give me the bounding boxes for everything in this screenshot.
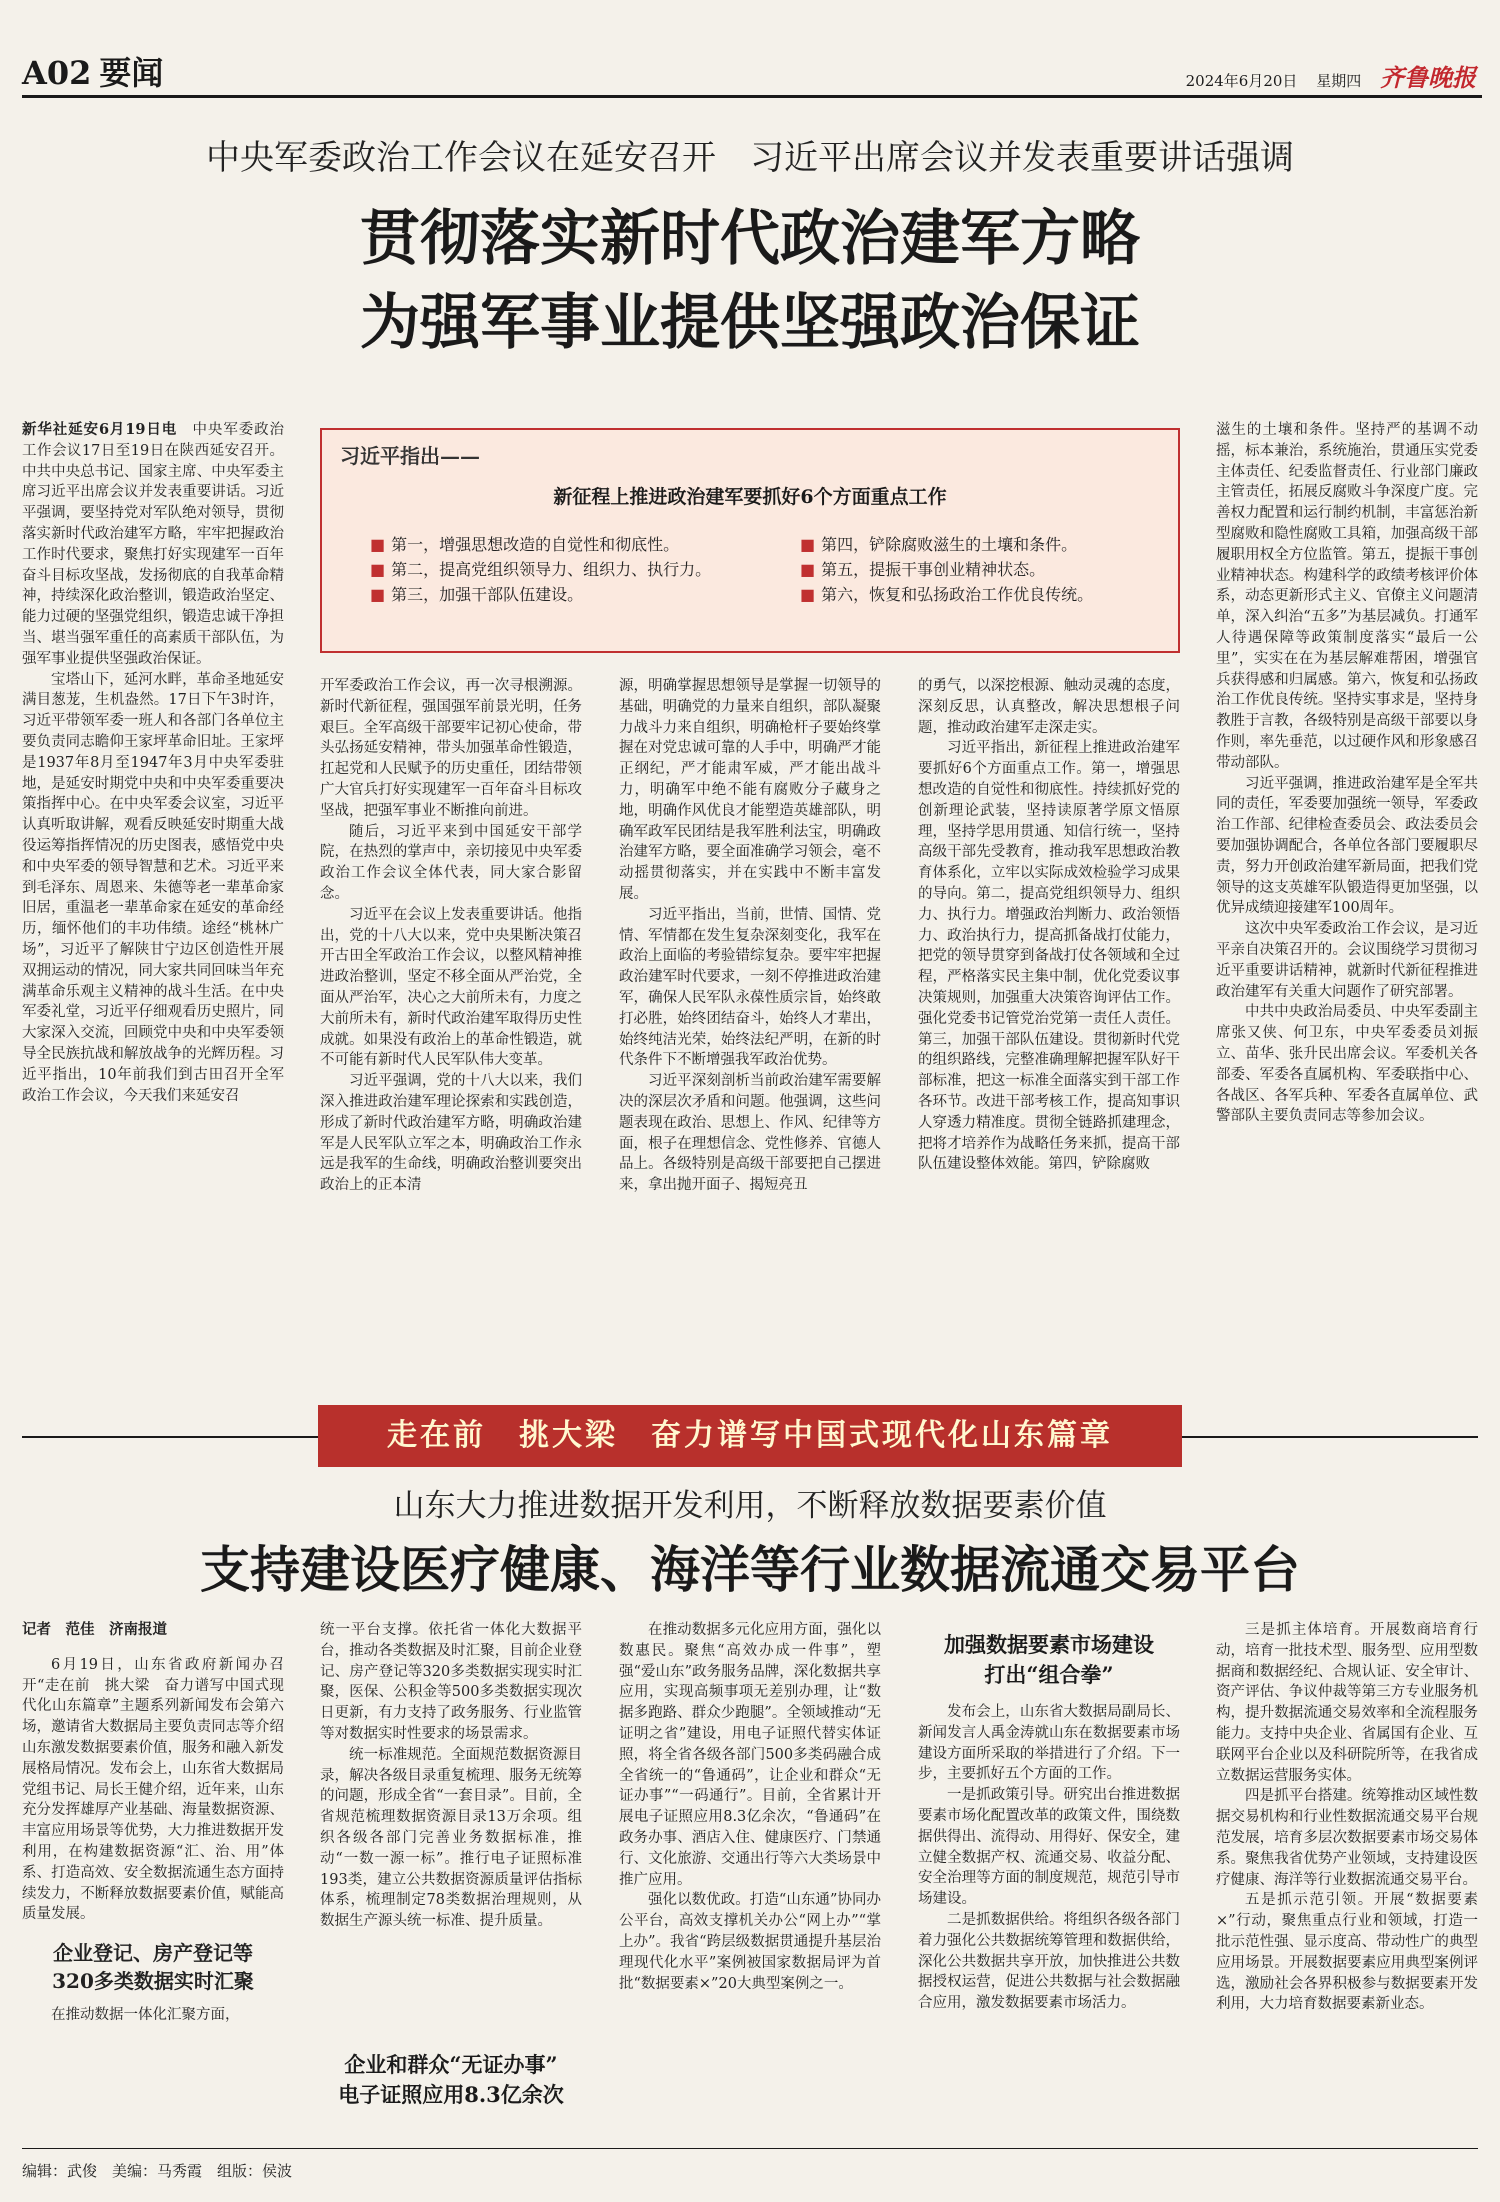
key-point: ■ 第五，提振干事创业精神状态。 — [800, 557, 1093, 582]
article-paragraph: 发布会上，山东省大数据局副局长、新闻发言人禹金涛就山东在数据要素市场建设方面所采取的举措进行了介绍。下一步，主要抓好五个方面的工作。 — [918, 1704, 1180, 1783]
article-paragraph: 习近平在会议上发表重要讲话。他指出，党的十八大以来，党中央果断决策召开古田全军政治工作会议，以整风精神推进政治整训，坚定不移全面从严治党，全面从严治军，决心之大前所未有，力度之大前所未有，新时代政治建军取得历史性成就。如果没有政治上的革命性锻造，就不可能有新时代人民军队伟大变革。 — [320, 906, 582, 1069]
story2-title: 支持建设医疗健康、海洋等行业数据流通交易平台 — [200, 1540, 1300, 1599]
story1-title-line1: 贯彻落实新时代政治建军方略 — [360, 204, 1140, 274]
article-paragraph: 习近平强调，推进政治建军是全军共同的责任，军委要加强统一领导，军委政治工作部、纪律检查委员会、政法委员会要加强协调配合，各单位各部门要履职尽责，努力开创政治建军新局面，把我们党领导的这支英雄军队锻造得更加坚强，以优异成绩迎接建军100周年。 — [1216, 775, 1478, 917]
article-paragraph: 在推动数据一体化汇聚方面， — [51, 2007, 240, 2024]
crosshead-line: 打出“组合拳” — [984, 1662, 1114, 1687]
article-paragraph: 中共中央政治局委员、中央军委副主席张又侠、何卫东，中央军委委员刘振立、苗华、张升民出席会议。军委机关各部委、军委各直属机构、军委联指中心、各战区、各军兵种、军委各直属单位、武警部队主要负责同志等参加会议。 — [1216, 1004, 1478, 1125]
story1-kicker: 中央军委政治工作会议在延安召开 习近平出席会议并发表重要讲话强调 — [206, 138, 1294, 178]
article-paragraph: 源，明确掌握思想领导是掌握一切领导的基础，明确党的力量来自组织，部队凝聚力战斗力来自组织，明确枪杆子要始终掌握在对党忠诚可靠的人手中，明确严才能正纲纪，严才能肃军威，严才能出战斗力，明确军中绝不能有腐败分子藏身之地，明确作风优良才能塑造英雄部队，明确军政军民团结是我军胜利法宝，明确政治建军方略，要全面准确学习领会，毫不动摇贯彻落实，并在实践中不断丰富发展。 — [619, 678, 881, 902]
crosshead-line: 320多类数据实时汇聚 — [52, 1969, 254, 1994]
article-paragraph: 习近平指出，当前，世情、国情、党情、军情都在发生复杂深刻变化，我军在政治上面临的考验错综复杂。要牢牢把握政治建军时代要求，一刻不停推进政治建军，确保人民军队永葆性质宗旨，始终敢打必胜，始终团结奋斗，始终人才辈出，始终纯洁光荣，始终法纪严明，在新的时代条件下不断增强我军政治优势。 — [619, 906, 881, 1069]
page-code: A02 — [22, 54, 92, 92]
article-paragraph: 在推动数据多元化应用方面，强化以数惠民。聚焦“高效办成一件事”，塑强“爱山东”政务服务品牌，深化数据共享应用，实现高频事项无差别办理，让“数据多跑路、群众少跑腿”。全领域推动“无证明之省”建设，用电子证照代替实体证照，将全省各级各部门500多类码融合成全省统一的“鲁通码”，让企业和群众“无证办事”“一码通行”。目前，全省累计开展电子证照应用8.3亿余次，“鲁通码”在政务办事、酒店入住、健康医疗、门禁通行、文化旅游、交通出行等六大类场景中推广应用。 — [619, 1622, 881, 1888]
page-header — [22, 48, 1482, 98]
key-points-subtitle: 新征程上推进政治建军要抓好6个方面重点工作 — [553, 486, 947, 508]
article-paragraph: 的勇气，以深挖根源、触动灵魂的态度，深刻反思，认真整改，解决思想根子问题，推动政治建军走深走实。 — [918, 678, 1180, 736]
story1-column-2 — [320, 676, 582, 1382]
article-paragraph: 习近平强调，党的十八大以来，我们深入推进政治建军理论探索和实践创造，形成了新时代政治建军方略，明确政治建军是人民军队立军之本，明确政治工作永远是我军的生命线，明确政治整训要突出政治上的正本清 — [320, 1073, 582, 1194]
story1-title-line2: 为强军事业提供坚强政治保证 — [360, 288, 1140, 358]
article-paragraph: 四是抓平台搭建。统筹推动区域性数据交易机构和行业性数据流通交易平台规范发展，培育多层次数据要素市场交易体系。聚焦我省优势产业领域，支持建设医疗健康、海洋等行业数据流通交易平台。 — [1216, 1788, 1478, 1888]
footer-rule — [22, 2148, 1478, 2149]
key-points-left-list — [370, 532, 711, 607]
article-paragraph: 习近平指出，新征程上推进政治建军要抓好6个方面重点工作。第一，增强思想改造的自觉性和彻底性。持续抓好党的创新理论武装，坚持读原著学原文悟原理，坚持学思用贯通、知信行统一，坚持高级干部先受教育，推动我军思想政治教育体系化，立牢以实际成效检验学习成果的导向。第二，提高党组织领导力、组织力、执行力。增强政治判断力、政治领悟力、政治执行力，提高抓备战打仗能力，把党的领导贯穿到备战打仗各领域和全过程，严格落实民主集中制，优化党委议事决策规则，加强重大决策咨询评估工作。强化党委书记管党治党第一责任人责任。第三，加强干部队伍建设。贯彻新时代党的组织路线，完整准确理解把握军队好干部标准，把这一标准全面落实到干部工作各环节。改进干部考核工作，提高知事识人穿透力精准度。贯彻全链路抓建理念，把将才培养作为战略任务来抓，提高干部队伍建设整体效能。第四，铲除腐败 — [918, 740, 1180, 1173]
story1-column-4 — [918, 676, 1180, 1382]
article-paragraph: 统一标准规范。全面规范数据资源目录，解决各级目录重复梳理、服务无统筹的问题，形成全省“一套目录”。目前，全省规范梳理数据资源目录13万余项。组织各级各部门完善业务数据标准，推动“一数一源一标”。推行电子证照标准193类，建立公共数据资源质量评估指标体系，梳理制定78类数据治理规则，从数据生产源头统一标准、提升质量。 — [320, 1746, 582, 1930]
crosshead-line: 企业和群众“无证办事” — [344, 2052, 558, 2077]
page-number — [22, 48, 163, 94]
dateline: 新华社延安6月19日电 — [22, 421, 178, 438]
article-paragraph: 三是抓主体培育。开展数商培育行动，培育一批技术型、服务型、应用型数据商和数据经纪、合规认证、安全审计、资产评估、争议仲裁等第三方专业服务机构，提升数据流通交易效率和全流程服务能力。支持中央企业、省属国有企业、互联网平台企业以及科研院所等，在我省成立数据运营服务实体。 — [1216, 1622, 1478, 1784]
article-paragraph: 6月19日，山东省政府新闻办召开“走在前 挑大梁 奋力谱写中国式现代化山东篇章”主题系列新闻发布会第六场，邀请省大数据局主要负责同志等介绍山东激发数据要素价值，服务和融入新发展格局情况。发布会上，山东省大数据局党组书记、局长王健介绍，近年来，山东充分发挥雄厚产业基础、海量数据资源、丰富应用场景等优势，大力推进数据开发利用，在构建数据资源“汇、治、用”体系、打造高效、安全数据流通生态方面持续发力，不断释放数据要素价值，赋能高质量发展。 — [22, 1656, 284, 1923]
article-paragraph: 滋生的土壤和条件。坚持严的基调不动摇，标本兼治，系统施治，贯通压实党委主体责任、纪委监督责任、行业部门廉政主管责任，拓展反腐败斗争深度广度。完善权力配置和运行制约机制，丰富惩治新型腐败和隐性腐败工具箱，加强高级干部履职用权全方位监管。第五，提振干事创业精神状态。构建科学的政绩考核评价体系，动态更新形式主义、官僚主义问题清单，深入纠治“五多”为基层减负。打通军人待遇保障等政策制度落实“最后一公里”，实实在在为基层解难帮困，增强官兵获得感和归属感。第六，恢复和弘扬政治工作优良传统。坚持实事求是，坚持身教胜于言教，各级特别是高级干部要以身作则，率先垂范，以过硬作风和形象感召带动部队。 — [1216, 422, 1478, 771]
article-paragraph: 这次中央军委政治工作会议，是习近平亲自决策召开的。会议围绕学习贯彻习近平重要讲话精神，就新时代新征程推进政治建军有关重大问题作了研究部署。 — [1216, 921, 1478, 1000]
article-paragraph: 强化以数优政。打造“山东通”协同办公平台，高效支撑机关办公“网上办”“掌上办”。我省“跨层级数据贯通提升基层治理现代化水平”案例被国家数据局评为首批“数据要素×”20大典型案例之一。 — [619, 1892, 881, 1992]
story1-column-3 — [619, 676, 881, 1382]
lead-text: 中央军委政治工作会议17日至19日在陕西延安召开。中共中央总书记、国家主席、中央军委主席习近平出席会议并发表重要讲话。习近平强调，要坚持党对军队绝对领导，贯彻落实新时代政治建军方略，牢牢把握政治工作时代要求，聚焦打好实现建军一百年奋斗目标攻坚战，发扬彻底的自我革命精神，持续深化政治整训，锻造政治坚定、能力过硬的坚强党组织，锻造忠诚干净担当、堪当强军重任的高素质干部队伍，为强军事业提供坚强政治保证。 — [22, 422, 284, 667]
issue-weekday: 星期四 — [1316, 72, 1362, 90]
article-paragraph: 统一平台支撑。依托省一体化大数据平台，推动各类数据及时汇聚，目前企业登记、房产登记等320多类数据实现实时汇聚，医保、公积金等500多类数据实现次日更新，有力支持了政务服务、行业监管等对数据实时性要求的场景需求。 — [320, 1622, 582, 1742]
key-points-tag: 习近平指出—— — [340, 444, 480, 468]
key-point: ■ 第一，增强思想改造的自觉性和彻底性。 — [370, 532, 711, 557]
issue-date: 2024年6月20日 — [1185, 72, 1298, 90]
paper-logo: 齐鲁晚报 — [1380, 63, 1476, 92]
article-paragraph: 一是抓政策引导。研究出台推进数据要素市场化配置改革的政策文件，围绕数据供得出、流得动、用得好、保安全，建立健全数据产权、流通交易、收益分配、安全治理等方面的制度规范，规范引导市场建设。 — [918, 1787, 1180, 1908]
article-paragraph: 习近平深刻剖析当前政治建军需要解决的深层次矛盾和问题。他强调，这些问题表现在政治、思想上、作风、纪律等方面，根子在理想信念、党性修养、官德人品上。各级特别是高级干部要把自己摆进来，拿出抛开面子、揭短亮丑 — [619, 1073, 881, 1194]
campaign-banner: 走在前 挑大梁 奋力谱写中国式现代化山东篇章 — [318, 1405, 1182, 1467]
article-paragraph — [22, 420, 284, 670]
article-paragraph: 开军委政治工作会议，再一次寻根溯源。新时代新征程，强国强军前景光明，任务艰巨。全军高级干部要牢记初心使命，带头弘扬延安精神，带头加强革命性锻造，扛起党和人民赋予的历史重任，团结带领广大官兵打好实现建军一百年奋斗目标攻坚战，把强军事业不断推向前进。 — [320, 678, 582, 819]
story2-subtitle: 山东大力推进数据开发利用，不断释放数据要素价值 — [393, 1488, 1107, 1524]
crosshead — [918, 1630, 1180, 1690]
story2-column-2 — [320, 1620, 582, 2040]
header-right — [1172, 58, 1476, 93]
story2-column-3 — [619, 1620, 881, 2130]
crosshead — [22, 1939, 284, 1995]
key-point: ■ 第二，提高党组织领导力、组织力、执行力。 — [370, 557, 711, 582]
page-footer: 编辑：武俊 美编：马秀霞 组版：侯波 — [22, 2162, 293, 2180]
article-paragraph: 随后，习近平来到中国延安干部学院，在热烈的掌声中，亲切接见中央军委政治工作会议全体代表，同大家合影留念。 — [320, 823, 582, 902]
story1-column-5 — [1216, 420, 1478, 1382]
story1-column-1 — [22, 420, 284, 1382]
story2-column-1 — [22, 1620, 284, 2130]
byline: 记者 范佳 济南报道 — [22, 1621, 167, 1638]
key-points-right-list — [800, 532, 1093, 607]
story2-column-5 — [1216, 1620, 1478, 2130]
crosshead — [320, 2050, 582, 2110]
key-point: ■ 第四，铲除腐败滋生的土壤和条件。 — [800, 532, 1093, 557]
article-paragraph: 二是抓数据供给。将组织各级各部门着力强化公共数据统筹管理和数据供给，深化公共数据共享开放，加快推进公共数据授权运营，促进公共数据与社会数据融合应用，激发数据要素市场活力。 — [918, 1911, 1180, 2012]
section-name: 要闻 — [99, 54, 164, 92]
key-point: ■ 第六，恢复和弘扬政治工作优良传统。 — [800, 582, 1093, 607]
crosshead-line: 企业登记、房产登记等 — [53, 1941, 253, 1966]
article-paragraph: 五是抓示范引领。开展“数据要素×”行动，聚焦重点行业和领域，打造一批示范性强、显示度高、带动性广的典型应用场景。开展数据要素应用典型案例评选，激励社会各界积极参与数据要素开发利用，大力培育数据要素新业态。 — [1216, 1892, 1478, 2013]
key-point: ■ 第三，加强干部队伍建设。 — [370, 582, 711, 607]
story2-column-4 — [918, 1702, 1180, 2130]
key-points-box — [320, 428, 1180, 653]
crosshead-line: 电子证照应用8.3亿余次 — [338, 2082, 564, 2107]
article-paragraph: 宝塔山下，延河水畔，革命圣地延安满目葱茏，生机盎然。17日下午3时许，习近平带领军委一班人和各部门各单位主要负责同志瞻仰王家坪革命旧址。王家坪是1937年8月至1947年3月中央军委驻地，是延安时期党中央和中央军委重要决策指挥中心。在中央军委会议室，习近平认真听取讲解，观看反映延安时期重大战役运筹指挥情况的历史图表，感悟党中央和中央军委的领导智慧和艺术。习近平来到毛泽东、周恩来、朱德等老一辈革命家旧居，重温老一辈革命家在延安的革命经历，缅怀他们的丰功伟绩。途经“桃林广场”，习近平了解陕甘宁边区创造性开展双拥运动的情况，同大家共同回味当年充满革命乐观主义精神的战斗生活。在中央军委礼堂，习近平仔细观看历史照片，同大家深入交流，回顾党中央和中央军委领导全民族抗战和解放战争的光辉历程。习近平指出，10年前我们到古田召开全军政治工作会议，今天我们来延安召 — [22, 671, 284, 1104]
crosshead-line: 加强数据要素市场建设 — [944, 1632, 1154, 1657]
